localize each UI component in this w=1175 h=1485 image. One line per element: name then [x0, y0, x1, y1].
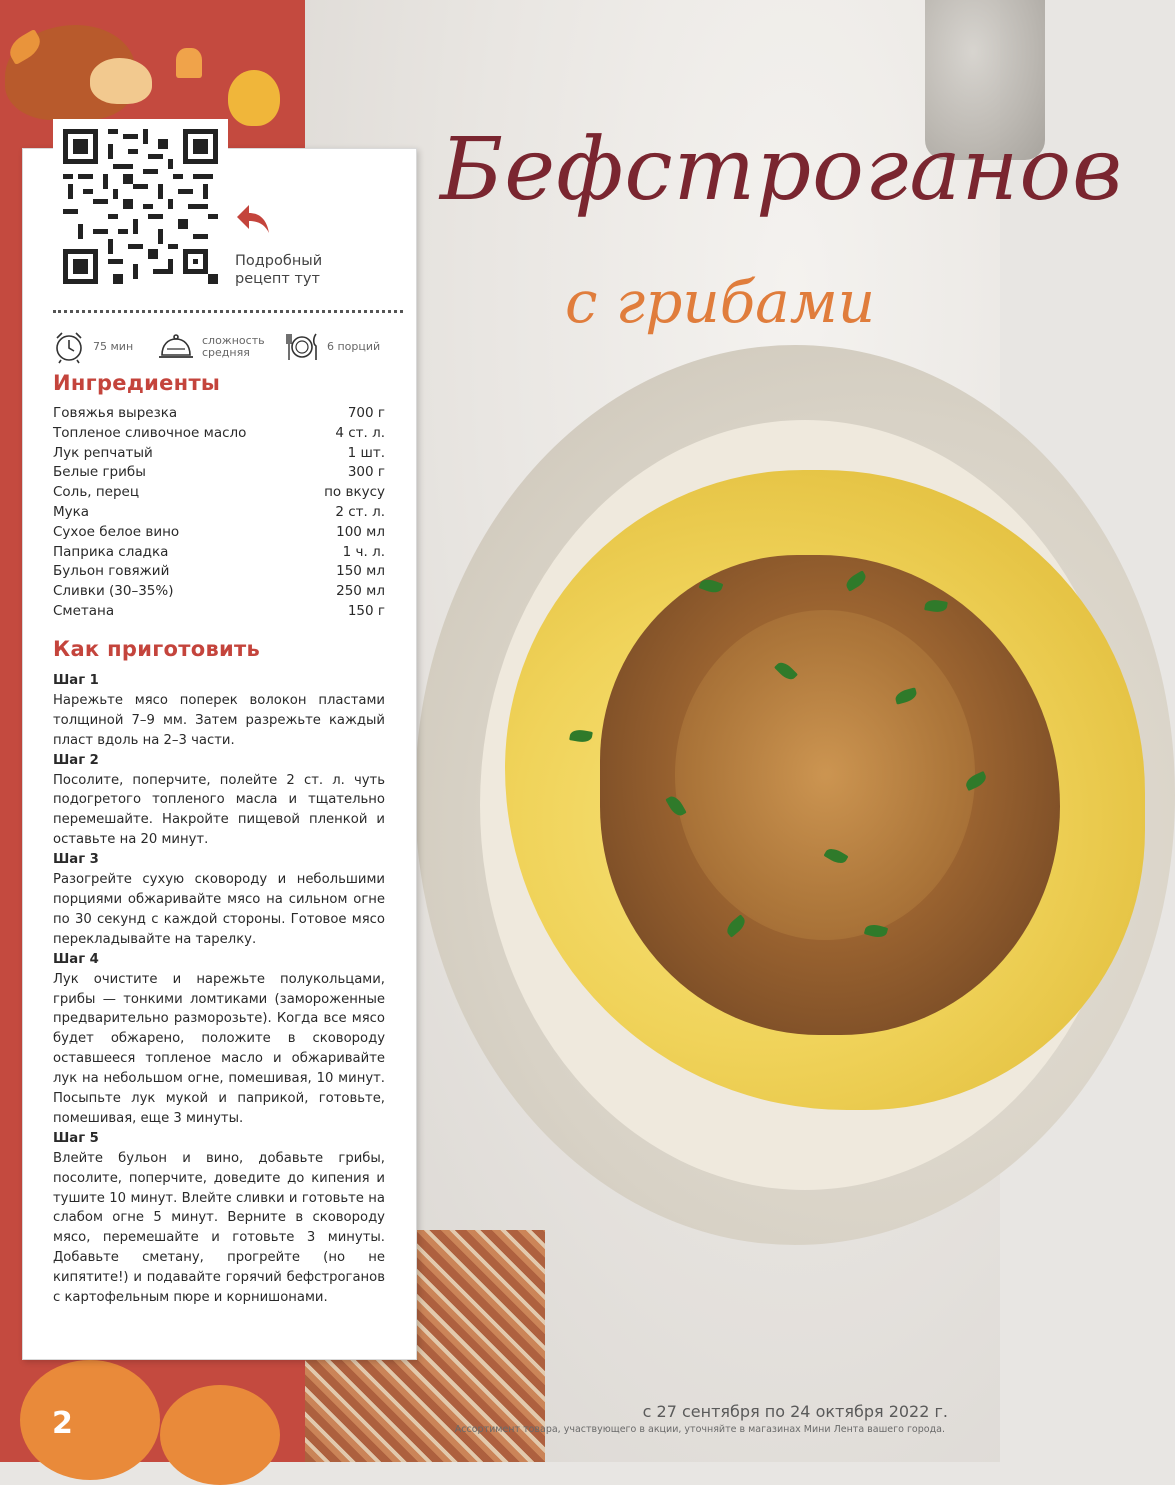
alarm-clock-icon [53, 330, 85, 364]
qr-caption: Подробный рецепт тут [235, 253, 323, 287]
servings: 6 порций [327, 340, 381, 353]
ingredient-name: Бульон говяжий [53, 563, 170, 580]
pear-illustration [228, 70, 280, 126]
sauce-highlight [675, 610, 975, 940]
step-title: Шаг 2 [53, 752, 99, 768]
ingredient-amount: 250 мл [336, 583, 385, 600]
ingredient-name: Сухое белое вино [53, 523, 180, 540]
ingredient-name: Паприка сладка [53, 543, 169, 560]
ingredient-name: Лук репчатый [53, 444, 153, 461]
ingredient-amount: 2 ст. л. [335, 503, 385, 520]
step-title: Шаг 5 [53, 1130, 99, 1146]
step-title: Шаг 1 [53, 673, 99, 688]
ingredient-row [53, 582, 385, 602]
ingredient-row [53, 503, 385, 523]
ingredient-amount: 700 г [347, 405, 385, 421]
dotted-divider [53, 310, 403, 313]
page-number: 2 [52, 1406, 73, 1441]
step-title: Шаг 3 [53, 852, 99, 868]
ingredient-row [53, 463, 385, 483]
cook-time: 75 мин [93, 340, 134, 353]
ingredients-heading: Ингредиенты [53, 371, 221, 395]
ingredient-name: Топленое сливочное масло [53, 424, 247, 441]
ingredient-row [53, 404, 385, 424]
step-text: Разогрейте сухую сковороду и небольшими порциями обжаривайте мясо на сильном огне по 30 секунд с каждой стороны. Готовое мясо перекладывайте на тарелку. [53, 872, 385, 947]
plate-cutlery-icon [285, 330, 319, 364]
step-text: Посолите, поперчите, полейте 2 ст. л. чуть подогретого топленого масла и тщательно перемешайте. Накройте пищевой пленкой и оставьте на 20 минут. [53, 772, 385, 848]
pumpkin-illustration [160, 1385, 280, 1485]
step-text: Влейте бульон и вино, добавьте грибы, посолите, поперчите, доведите до кипения и тушите 10 минут. Влейте сливки и готовьте на слабом огне 5 минут. Верните в сковороду мясо, перемешайте и готовьте 3 минуты. Добавьте сметану, прогрейте (но не кипятите!) и подавайте горячий бефстроганов с картофельным пюре и корнишонами. [53, 1150, 385, 1306]
cloche-icon [158, 331, 194, 363]
ingredient-row [53, 562, 385, 582]
promo-dates: с 27 сентября по 24 октября 2022 г. [642, 1402, 948, 1421]
ingredient-row [53, 483, 385, 503]
ingredient-amount: по вкусу [324, 484, 385, 501]
disclaimer: Ассортимент товара, участвующего в акции, уточняйте в магазинах Мини Лента вашего города. [454, 1424, 945, 1435]
difficulty [202, 335, 265, 359]
ingredient-row [53, 424, 385, 444]
method-steps [53, 671, 385, 1308]
difficulty-meta [158, 329, 265, 365]
ingredient-amount: 100 мл [336, 523, 385, 540]
ingredient-row [53, 444, 385, 464]
ingredient-name: Сливки (30–35%) [53, 583, 174, 600]
ingredient-amount: 1 шт. [347, 444, 385, 461]
pumpkin-illustration [20, 1360, 160, 1480]
step-text: Лук очистите и нарежьте полукольцами, грибы — тонкими ломтиками (замороженные предварительно разморозьте). Когда все мясо будет обжарено, положите в сковороду оставшееся топленое масло и обжаривайте лук на небольшом огне, помешивая, 10 минут. Посыпьте лук мукой и паприкой, готовьте, помешивая, еще 3 минуты. [53, 971, 385, 1126]
ingredients-list [53, 404, 385, 622]
ingredient-name: Говяжья вырезка [53, 405, 178, 421]
ingredient-amount: 4 ст. л. [335, 424, 385, 441]
ingredient-name: Сметана [53, 602, 115, 619]
ingredient-name: Белые грибы [53, 464, 146, 481]
qr-code[interactable] [53, 119, 228, 294]
ingredient-amount: 300 г [347, 464, 385, 481]
recipe-subtitle: с грибами [565, 268, 876, 336]
ingredient-amount: 1 ч. л. [342, 543, 385, 560]
mushroom-illustration [176, 48, 202, 78]
method-heading: Как приготовить [53, 637, 261, 661]
ingredient-name: Мука [53, 503, 90, 520]
time-meta [53, 329, 133, 365]
ingredient-amount: 150 г [347, 602, 385, 619]
qr-code-icon [63, 129, 218, 284]
ingredient-row [53, 543, 385, 563]
ingredient-name: Соль, перец [53, 484, 140, 501]
return-arrow-icon [233, 199, 273, 239]
ingredient-row [53, 523, 385, 543]
hedgehog-face [90, 58, 152, 104]
step-text: Нарежьте мясо поперек волокон пластами толщиной 7–9 мм. Затем разрежьте каждый пласт вдоль на 2–3 части. [53, 692, 385, 748]
servings-meta [285, 329, 380, 365]
difficulty-value: средняя [202, 346, 250, 359]
difficulty-label: сложность [202, 334, 265, 347]
recipe-title: Бефстроганов [440, 120, 1124, 220]
step-title: Шаг 4 [53, 951, 99, 967]
ingredient-amount: 150 мл [336, 563, 385, 580]
ingredient-row [53, 602, 385, 622]
recipe-card [22, 148, 417, 1360]
